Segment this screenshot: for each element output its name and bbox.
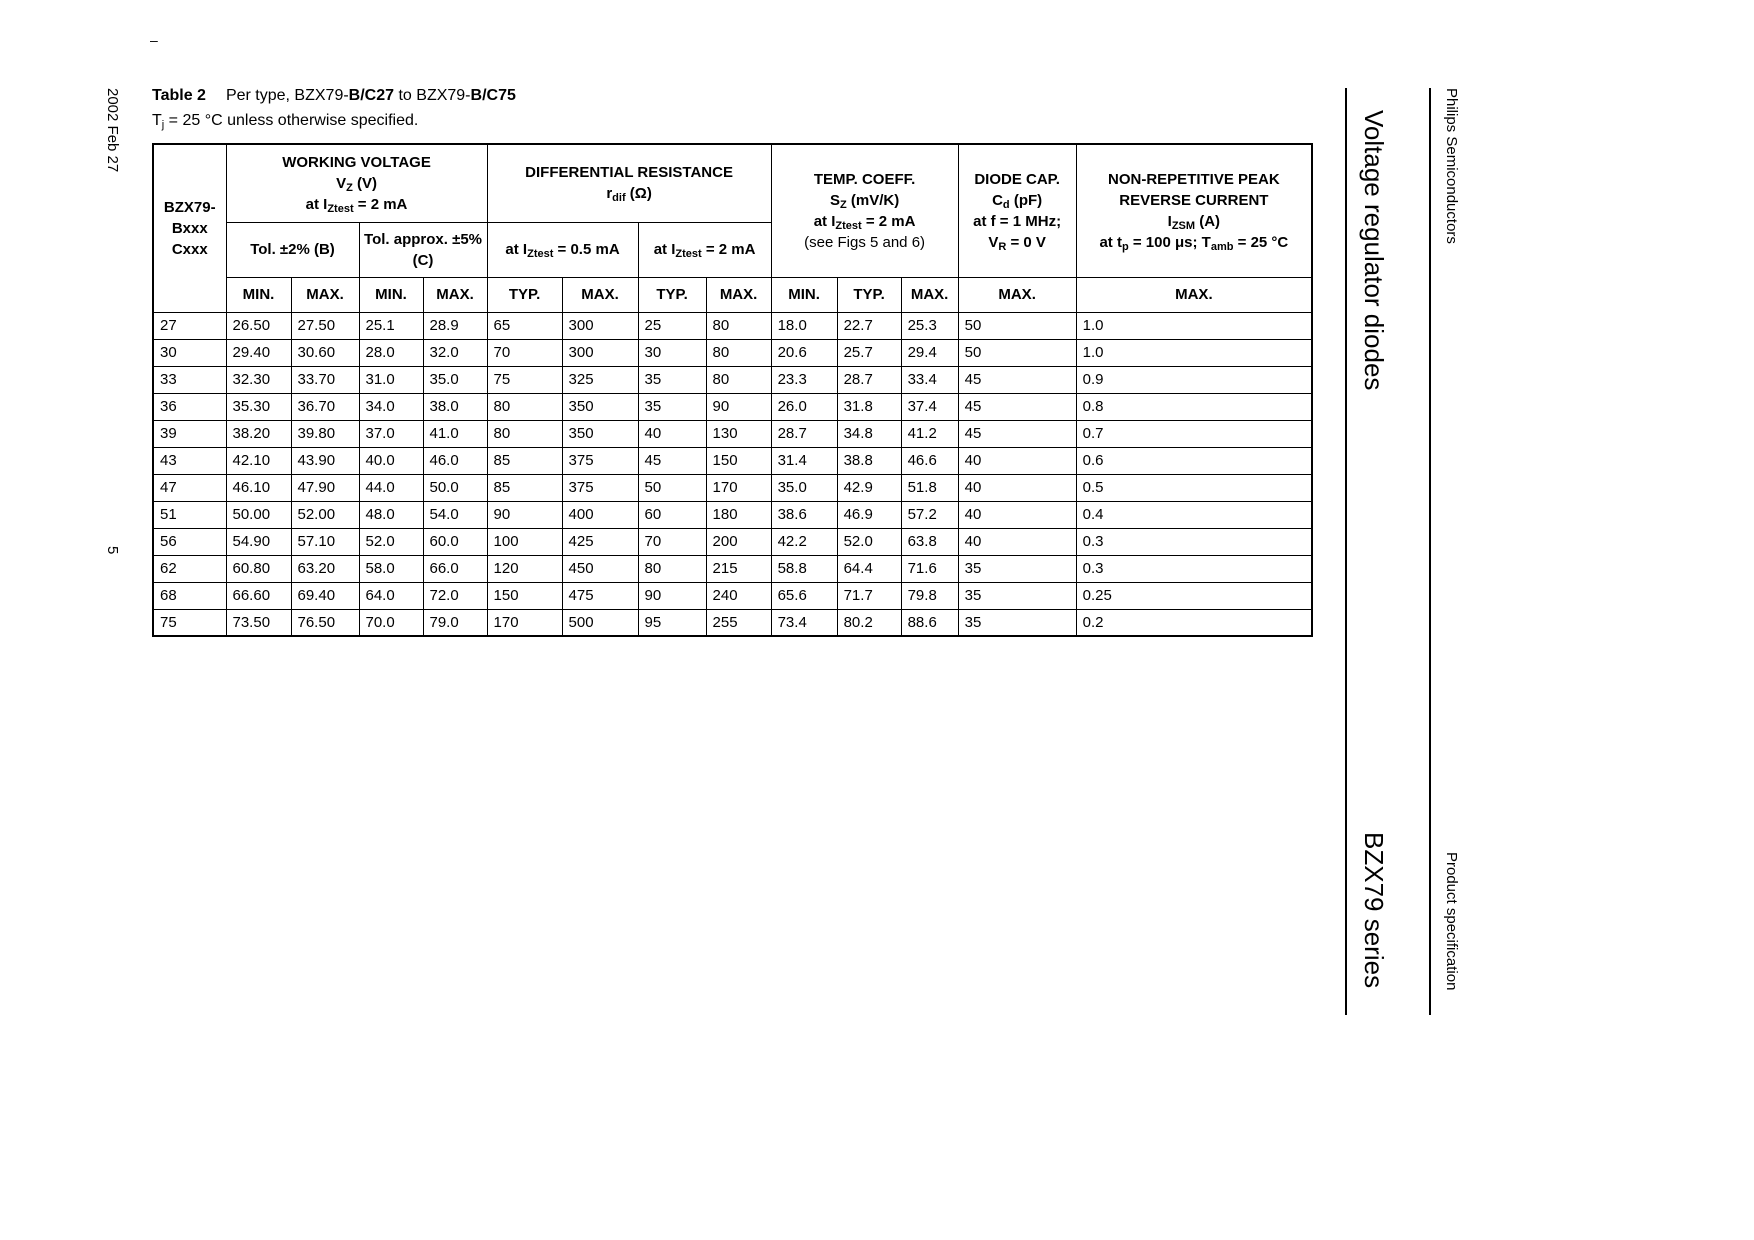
col-header-min-c: MIN.	[359, 277, 423, 312]
type-column-header	[153, 144, 226, 312]
table-row	[153, 474, 1312, 501]
table-cell: 500	[562, 609, 638, 636]
table-cell: 46.6	[901, 447, 958, 474]
table-cell: 33.4	[901, 366, 958, 393]
table-cell: 0.4	[1076, 501, 1312, 528]
table-cell: 170	[706, 474, 771, 501]
table-cell: 39	[153, 420, 226, 447]
table-cell: 90	[638, 582, 706, 609]
subheader-tol-c: Tol. approx. ±5% (C)	[359, 222, 487, 277]
doc-title: Voltage regulator diodes	[1359, 110, 1389, 391]
table-row	[153, 393, 1312, 420]
table-cell: 38.8	[837, 447, 901, 474]
table-cell: 50	[958, 312, 1076, 339]
table-cell: 68	[153, 582, 226, 609]
table-cell: 37.4	[901, 393, 958, 420]
table-header	[153, 144, 1312, 312]
table-cell: 64.4	[837, 555, 901, 582]
table-cell: 52.0	[359, 528, 423, 555]
col-header-max-sz: MAX.	[901, 277, 958, 312]
table-cell: 32.30	[226, 366, 291, 393]
table-cell: 36.70	[291, 393, 359, 420]
table-cell: 26.0	[771, 393, 837, 420]
table-cell: 51	[153, 501, 226, 528]
table-cell: 72.0	[423, 582, 487, 609]
col-header-typ-2: TYP.	[638, 277, 706, 312]
table-cell: 57.2	[901, 501, 958, 528]
caption-mid: to BZX79-	[394, 87, 471, 104]
table-cell: 63.20	[291, 555, 359, 582]
table-cell: 41.0	[423, 420, 487, 447]
table-cell: 35.0	[771, 474, 837, 501]
table-cell: 300	[562, 312, 638, 339]
table-cell: 85	[487, 447, 562, 474]
table-cell: 0.5	[1076, 474, 1312, 501]
divider-line-right	[1429, 88, 1431, 1015]
table-cell: 80	[638, 555, 706, 582]
table-cell: 71.7	[837, 582, 901, 609]
table-cell: 88.6	[901, 609, 958, 636]
table-cell: 25	[638, 312, 706, 339]
table-cell: 79.0	[423, 609, 487, 636]
table-cell: 31.4	[771, 447, 837, 474]
table-cell: 42.10	[226, 447, 291, 474]
table-cell: 300	[562, 339, 638, 366]
table-cell: 47.90	[291, 474, 359, 501]
type-header-line-3: Cxxx	[171, 240, 208, 258]
table-cell: 58.8	[771, 555, 837, 582]
table-cell: 79.8	[901, 582, 958, 609]
table-cell: 20.6	[771, 339, 837, 366]
table-cell: 69.40	[291, 582, 359, 609]
table-cell: 46.9	[837, 501, 901, 528]
table-cell: 425	[562, 528, 638, 555]
table-cell: 65	[487, 312, 562, 339]
table-cell: 51.8	[901, 474, 958, 501]
table-cell: 240	[706, 582, 771, 609]
caption-bold-1: B/C27	[348, 87, 395, 104]
table-cell: 26.50	[226, 312, 291, 339]
table-cell: 80	[706, 366, 771, 393]
table-cell: 30.60	[291, 339, 359, 366]
table-cell: 42.2	[771, 528, 837, 555]
subheader-tol-b: Tol. ±2% (B)	[226, 222, 359, 277]
table-cell: 50	[958, 339, 1076, 366]
table-cell: 52.0	[837, 528, 901, 555]
table-cell: 31.0	[359, 366, 423, 393]
table-cell: 39.80	[291, 420, 359, 447]
table-cell: 90	[487, 501, 562, 528]
table-cell: 57.10	[291, 528, 359, 555]
table-cell: 27	[153, 312, 226, 339]
table-cell: 80	[706, 339, 771, 366]
table-body	[153, 312, 1312, 636]
table-cell: 0.3	[1076, 555, 1312, 582]
col-header-max-izsm: MAX.	[1076, 277, 1312, 312]
table-cell: 54.0	[423, 501, 487, 528]
caption-pre: Per type, BZX79-	[225, 87, 349, 104]
type-header-line-1: BZX79-	[163, 198, 216, 216]
table-cell: 73.4	[771, 609, 837, 636]
table-cell: 25.7	[837, 339, 901, 366]
table-cell: 35	[958, 555, 1076, 582]
table-cell: 43.90	[291, 447, 359, 474]
table-cell: 66.60	[226, 582, 291, 609]
col-header-max-b: MAX.	[291, 277, 359, 312]
table-cell: 80	[706, 312, 771, 339]
table-cell: 46.10	[226, 474, 291, 501]
table-cell: 28.7	[771, 420, 837, 447]
table-cell: 40	[638, 420, 706, 447]
table-cell: 0.7	[1076, 420, 1312, 447]
table-title	[152, 86, 1312, 106]
table-cell: 28.7	[837, 366, 901, 393]
caption-bold-2: B/C75	[470, 87, 516, 104]
table-row	[153, 501, 1312, 528]
table-cell: 0.9	[1076, 366, 1312, 393]
col-header-max-05: MAX.	[562, 277, 638, 312]
table-cell: 22.7	[837, 312, 901, 339]
table-cell: 1.0	[1076, 339, 1312, 366]
col-header-typ-sz: TYP.	[837, 277, 901, 312]
table-cell: 70	[487, 339, 562, 366]
table-row	[153, 339, 1312, 366]
table-cell: 30	[638, 339, 706, 366]
table-cell: 40	[958, 447, 1076, 474]
table-cell: 46.0	[423, 447, 487, 474]
table-cell: 76.50	[291, 609, 359, 636]
table-cell: 450	[562, 555, 638, 582]
table-cell: 400	[562, 501, 638, 528]
table-cell: 38.0	[423, 393, 487, 420]
table-cell: 25.1	[359, 312, 423, 339]
table-cell: 48.0	[359, 501, 423, 528]
group-working-voltage: WORKING VOLTAGE $V_Z$ (V) at $I_{Ztest} = 2$ mA	[226, 144, 487, 222]
group-izsm: NON-REPETITIVE PEAK REVERSE CURRENT $I_{ZSM}$ (A) at $t_p = 100$ μs; $T_{amb} = 25$ °C	[1076, 144, 1312, 277]
table-cell: 35	[638, 393, 706, 420]
table-cell: 150	[487, 582, 562, 609]
table-cell: 41.2	[901, 420, 958, 447]
table-cell: 35.30	[226, 393, 291, 420]
table-cell: 38.6	[771, 501, 837, 528]
table-cell: 45	[958, 393, 1076, 420]
group-differential-resistance: DIFFERENTIAL RESISTANCE $r_{dif}$ (Ω)	[487, 144, 771, 222]
type-header-line-2: Bxxx	[171, 219, 208, 237]
table-cell: 85	[487, 474, 562, 501]
table-cell: 40	[958, 501, 1076, 528]
group-header-row	[153, 144, 1312, 222]
table-cell: 52.00	[291, 501, 359, 528]
col-header-min-sz: MIN.	[771, 277, 837, 312]
table-cell: 45	[958, 366, 1076, 393]
table-cell: 40.0	[359, 447, 423, 474]
table-cell: 32.0	[423, 339, 487, 366]
table-cell: 30	[153, 339, 226, 366]
table-cell: 38.20	[226, 420, 291, 447]
table-cell: 80	[487, 420, 562, 447]
table-cell: 31.8	[837, 393, 901, 420]
table-cell: 36	[153, 393, 226, 420]
table-cell: 215	[706, 555, 771, 582]
table-cell: 25.3	[901, 312, 958, 339]
table-cell: 70	[638, 528, 706, 555]
group-temp-coeff	[771, 144, 958, 277]
table-cell: 65.6	[771, 582, 837, 609]
table-cell: 35	[638, 366, 706, 393]
table-cell: 47	[153, 474, 226, 501]
col-header-max-c: MAX.	[423, 277, 487, 312]
product-spec-label: Product specification	[1443, 852, 1460, 991]
table-cell: 75	[487, 366, 562, 393]
column-header-row	[153, 277, 1312, 312]
divider-line-left	[1345, 88, 1347, 1015]
spec-table	[152, 143, 1313, 637]
subheader-iztest-2ma: at $I_{Ztest} = 2$ mA	[638, 222, 771, 277]
col-header-typ-05: TYP.	[487, 277, 562, 312]
table-cell: 29.40	[226, 339, 291, 366]
table-row	[153, 609, 1312, 636]
table-cell: 0.2	[1076, 609, 1312, 636]
table-cell: 350	[562, 420, 638, 447]
table-cell: 130	[706, 420, 771, 447]
table-cell: 325	[562, 366, 638, 393]
table-cell: 60.80	[226, 555, 291, 582]
table-cell: 58.0	[359, 555, 423, 582]
col-header-min-b: MIN.	[226, 277, 291, 312]
page-date: 2002 Feb 27	[104, 88, 121, 173]
table-label: Table 2	[152, 87, 206, 104]
table-cell: 35	[958, 582, 1076, 609]
table-cell: 33.70	[291, 366, 359, 393]
header-dash: –	[150, 32, 158, 48]
table-cell: 50.00	[226, 501, 291, 528]
table-cell: 350	[562, 393, 638, 420]
table-cell: 64.0	[359, 582, 423, 609]
table-cell: 27.50	[291, 312, 359, 339]
table-row	[153, 420, 1312, 447]
page-number: 5	[104, 546, 121, 555]
table-cell: 54.90	[226, 528, 291, 555]
table-caption	[226, 87, 516, 104]
table-row	[153, 366, 1312, 393]
table-cell: 73.50	[226, 609, 291, 636]
table-cell: 56	[153, 528, 226, 555]
table-cell: 60	[638, 501, 706, 528]
table-cell: 475	[562, 582, 638, 609]
table-cell: 60.0	[423, 528, 487, 555]
table-cell: 180	[706, 501, 771, 528]
table-cell: 200	[706, 528, 771, 555]
table-cell: 375	[562, 447, 638, 474]
table-row	[153, 555, 1312, 582]
table-cell: 80	[487, 393, 562, 420]
table-cell: 29.4	[901, 339, 958, 366]
series-title: BZX79 series	[1359, 832, 1389, 989]
table-cell: 255	[706, 609, 771, 636]
table-cell: 90	[706, 393, 771, 420]
table-cell: 50.0	[423, 474, 487, 501]
group-diode-cap: DIODE CAP. $C_d$ (pF) at f = 1 MHz; $V_R = 0$ V	[958, 144, 1076, 277]
table-cell: 50	[638, 474, 706, 501]
table-row	[153, 312, 1312, 339]
table-cell: 66.0	[423, 555, 487, 582]
table-cell: 150	[706, 447, 771, 474]
table-cell: 375	[562, 474, 638, 501]
table-cell: 45	[958, 420, 1076, 447]
table-cell: 45	[638, 447, 706, 474]
table-row	[153, 447, 1312, 474]
table-cell: 62	[153, 555, 226, 582]
table-cell: 33	[153, 366, 226, 393]
table-cell: 40	[958, 474, 1076, 501]
table-cell: 71.6	[901, 555, 958, 582]
group-temp-coeff-note: (see Figs 5 and 6)	[804, 233, 926, 251]
table-cell: 170	[487, 609, 562, 636]
table-cell: 1.0	[1076, 312, 1312, 339]
table-cell: 75	[153, 609, 226, 636]
table-cell: 34.8	[837, 420, 901, 447]
table-cell: 28.0	[359, 339, 423, 366]
table-cell: 0.25	[1076, 582, 1312, 609]
table-cell: 42.9	[837, 474, 901, 501]
table-cell: 0.8	[1076, 393, 1312, 420]
brand-name: Philips Semiconductors	[1443, 88, 1460, 244]
subheader-iztest-05ma: at $I_{Ztest} = 0.5$ mA	[487, 222, 638, 277]
table-cell: 37.0	[359, 420, 423, 447]
table-cell: 43	[153, 447, 226, 474]
table-cell: 34.0	[359, 393, 423, 420]
table-cell: 0.3	[1076, 528, 1312, 555]
table-cell: 120	[487, 555, 562, 582]
table-cell: 95	[638, 609, 706, 636]
table-cell: 35	[958, 609, 1076, 636]
table-cell: 63.8	[901, 528, 958, 555]
table-cell: 23.3	[771, 366, 837, 393]
table-cell: 100	[487, 528, 562, 555]
table-cell: 18.0	[771, 312, 837, 339]
table-cell: 0.6	[1076, 447, 1312, 474]
table-cell: 40	[958, 528, 1076, 555]
main-content	[152, 86, 1312, 637]
table-cell: 80.2	[837, 609, 901, 636]
table-cell: 44.0	[359, 474, 423, 501]
table-row	[153, 582, 1312, 609]
group-temp-coeff-lines: TEMP. COEFF. $S_Z$ (mV/K) at $I_{Ztest} = 2$ mA	[813, 170, 916, 232]
test-condition: $T_j = 25$ °C unless otherwise specified.	[152, 112, 419, 131]
col-header-max-2: MAX.	[706, 277, 771, 312]
col-header-max-cd: MAX.	[958, 277, 1076, 312]
table-cell: 70.0	[359, 609, 423, 636]
table-row	[153, 528, 1312, 555]
table-cell: 28.9	[423, 312, 487, 339]
table-cell: 35.0	[423, 366, 487, 393]
